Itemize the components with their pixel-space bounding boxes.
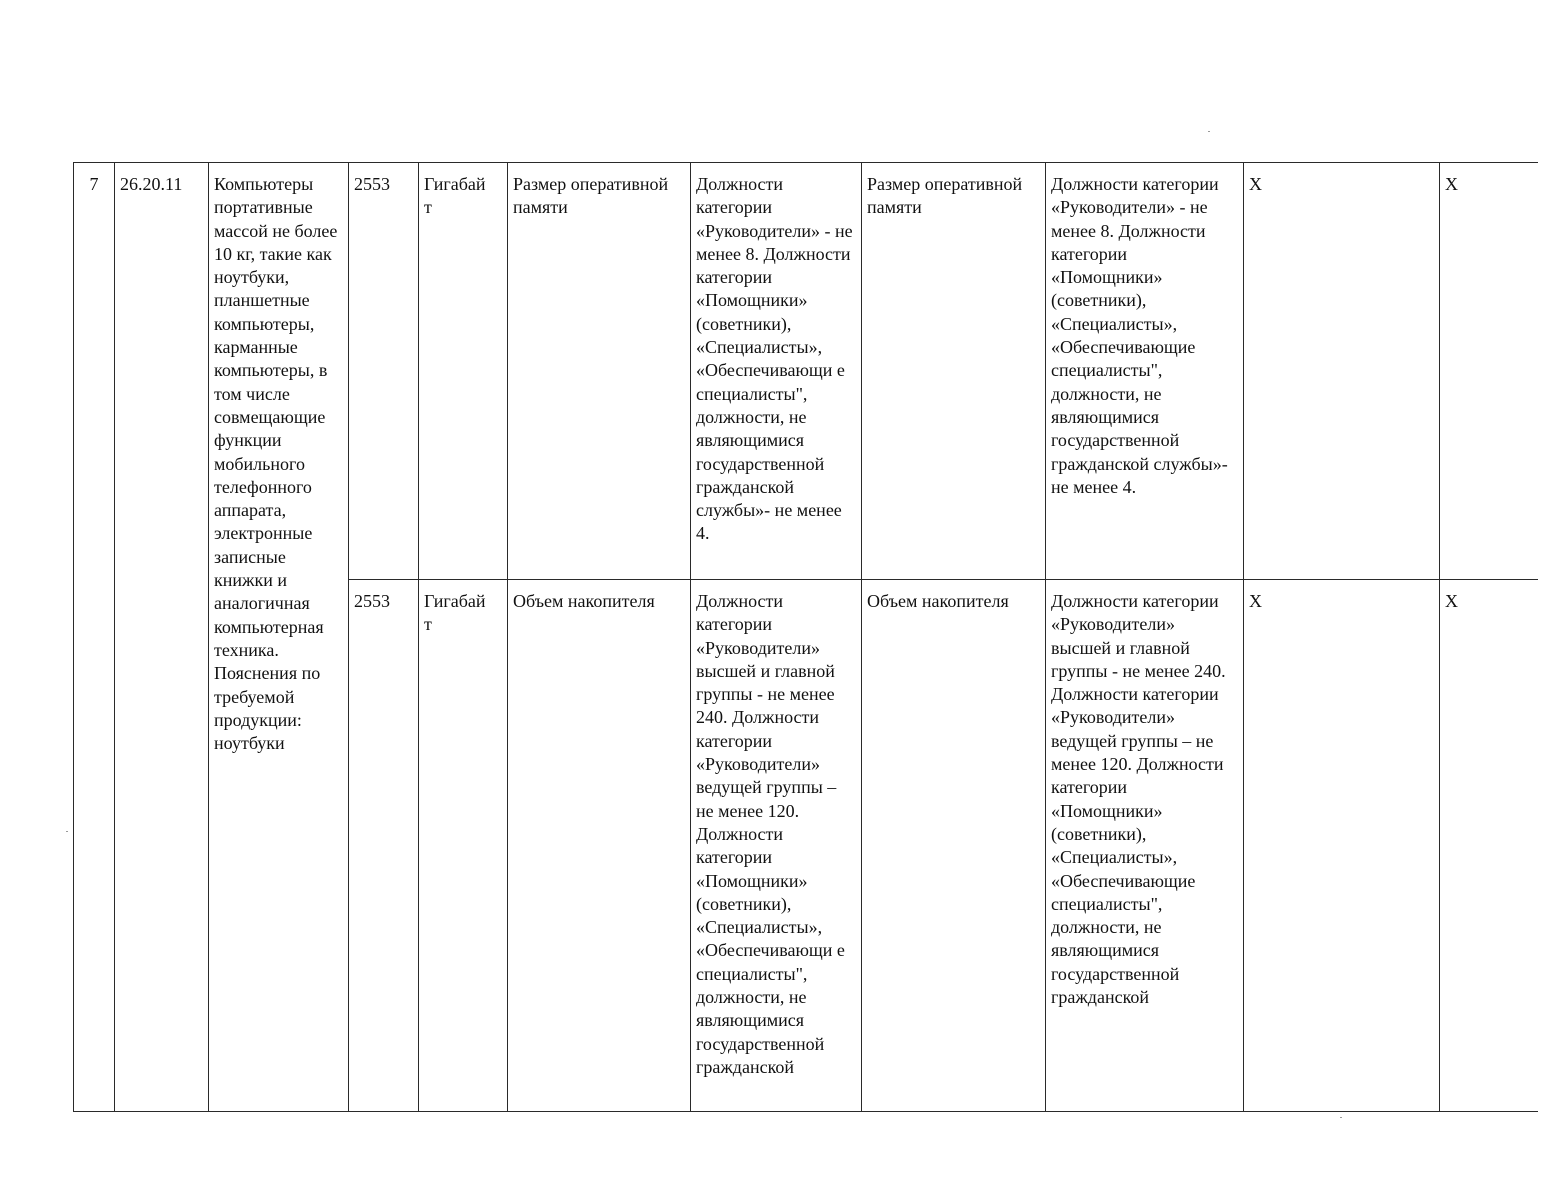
okei-code: 2553 (354, 174, 390, 194)
approved-value-cell (691, 580, 862, 1112)
x-cell-2 (1440, 580, 1538, 1112)
okei-code: 2553 (354, 591, 390, 611)
x-cell-1 (1244, 163, 1440, 580)
characteristic-2-cell (862, 580, 1046, 1112)
product-name: Компьютеры портативные массой не более 10 кг, такие как ноутбуки, планшетные компьютеры, карманные компьютеры, в том числе совмещающие функции мобильного телефонного аппарата, электронные записные книжки и аналогичная компьютерная техника. Пояснения по требуемой продукции: ноутбуки (214, 174, 338, 754)
okpd-code-cell (115, 163, 209, 1112)
unit-name: Гигабай т (424, 174, 486, 218)
characteristic-name: Объем накопителя (513, 591, 655, 611)
characteristic-cell (508, 163, 691, 580)
x-mark: X (1249, 591, 1262, 611)
approved-value: Должности категории «Руководители» высшей и главной группы - не менее 240. Должности категории «Руководители» ведущей группы – не менее 120. Должности категории «Помощники» (советники), «Специалисты», «Обеспечивающи е специалисты", должности, не являющимися государственной гражданской (696, 591, 845, 1077)
scan-speck (1208, 131, 1210, 132)
product-name-cell (209, 163, 349, 1112)
value-2-cell (1046, 163, 1244, 580)
unit-cell (419, 163, 508, 580)
okei-code-cell (349, 163, 419, 580)
x-mark: X (1445, 591, 1458, 611)
scan-speck (1340, 1117, 1342, 1118)
x-cell-1 (1244, 580, 1440, 1112)
x-mark: X (1249, 174, 1262, 194)
characteristic-name: Размер оперативной памяти (513, 174, 669, 218)
characteristic-value-2: Должности категории «Руководители» - не менее 8. Должности категории «Помощники» (советники), «Специалисты», «Обеспечивающие специалисты", должности, не являющимися государственной гражданской службы»- не менее 4. (1051, 174, 1228, 497)
okpd-code: 26.20.11 (120, 174, 183, 194)
characteristic-name-2: Размер оперативной памяти (867, 174, 1023, 218)
characteristic-name-2: Объем накопителя (867, 591, 1009, 611)
approved-value-cell (691, 163, 862, 580)
characteristic-2-cell (862, 163, 1046, 580)
approved-value: Должности категории «Руководители» - не менее 8. Должности категории «Помощники» (советники), «Специалисты», «Обеспечивающи е специалисты", должности, не являющимися государственной гражданской службы»- не менее 4. (696, 174, 853, 544)
value-2-cell (1046, 580, 1244, 1112)
okei-code-cell (349, 580, 419, 1112)
x-cell-2 (1440, 163, 1538, 580)
scan-speck (66, 831, 68, 832)
row-number: 7 (89, 174, 99, 194)
table-row (74, 163, 1538, 580)
characteristic-cell (508, 580, 691, 1112)
x-mark: X (1445, 174, 1458, 194)
unit-name: Гигабай т (424, 591, 486, 635)
requirements-table (73, 162, 1538, 1112)
unit-cell (419, 580, 508, 1112)
row-number-cell (74, 163, 115, 1112)
characteristic-value-2: Должности категории «Руководители» высшей и главной группы - не менее 240. Должности категории «Руководители» ведущей группы – не менее 120. Должности категории «Помощники» (советники), «Специалисты», «Обеспечивающие специалисты", должности, не являющимися государственной гражданской (1051, 591, 1226, 1008)
